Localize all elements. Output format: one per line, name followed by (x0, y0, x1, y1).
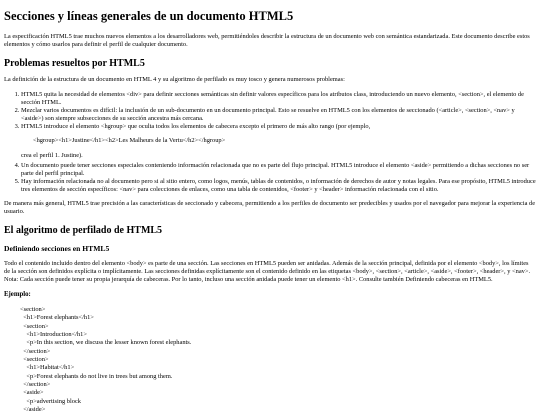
problems-list (4, 91, 536, 194)
page-title: Secciones y líneas generales de un documento HTML5 (4, 9, 294, 23)
example-heading: Ejemplo: (4, 290, 31, 298)
list-item: 5. Hay información relacionada no al documento pero si al sitio entero, como logos, menús, tablas de contenidos, o información de derechos de autor y notas legales. Para ese propósito, HTML5 introduce tres elementos de sección específicos: <nav> para colecciones de enlaces, como una tabla de contenidos, <footer> y <header> información relacionada con el sitio. (21, 178, 536, 194)
defining-sections-heading: Definiendo secciones en HTML5 (4, 244, 110, 254)
problems-lead: La definición de la estructura de un documento en HTML 4 y su algoritmo de perfilado es muy tosco y genera numerosos problemas: (4, 75, 345, 83)
intro-paragraph: La especificación HTML5 trae muchos nuevos elementos a los desarrolladores web, permitiéndoles describir la estructura de un documento web con semántica estandarizada. Este documento describe estos elementos y cómo usarlos para definir el perfil de cualquier documento. (4, 32, 530, 48)
list-item: 2. Mezclar varios documentos es difícil: la inclusión de un sub-documento en un documento principal. Esto se resuelve en HTML5 con los elementos de seccionado (<article>, <section>, <nav> y <aside>) son siempre subsecciones de su sección ancestra más cercana. (21, 107, 536, 123)
hgroup-code-sample: <hgroup><h1>Justine</h1><h2>Les Malheurs de la Vertu</h2></hgroup> (33, 136, 226, 144)
list-item: 4. Un documento puede tener secciones especiales conteniendo información relacionada que no es parte del flujo principal. HTML5 introduce el elemento <aside> permitiendo a dichas secciones no ser parte del perfil principal. (21, 162, 536, 178)
problems-heading: Problemas resueltos por HTML5 (4, 57, 145, 69)
example-code-block: <section> <h1>Forest elephants</h1> <section> <h1>Introduction</h1> <p>In this section, we discuss the lesser known forest elephants. </section> <section> <h1>Habitat</h1> <p>Forest elephants do not live in trees but among them. </section> <aside> <p>advertising block </aside> (20, 306, 192, 413)
list-item (21, 123, 536, 160)
algorithm-heading: El algoritmo de perfilado de HTML5 (4, 225, 163, 237)
list-item-continuation: crea el perfil 1. Justine). (21, 152, 83, 160)
problems-summary: De manera más general, HTML5 trae precisión a las características de seccionado y cabecera, permitiendo a los perfiles de documento ser predecibles y usados por el navegador para mejorar la experiencia de usuario. (4, 200, 536, 216)
algorithm-body: Todo el contenido incluido dentro del elemento <body> es parte de una sección. Las secciones en HTML5 pueden ser anidadas. Además de la sección principal, definida por el elemento <body>, los límites de la sección son definidos explícita o implícitamente. Las secciones definidas explícitamente son el contenido definido en las etiquetas <body>, <section>, <article>, <aside>, <footer>, <header>, y <nav>. Nota: Cada sección puede tener su propia jerarquía de cabeceras. Por lo tanto, incluso una sección anidada puede tener un elemento <h1>. Consulte también Definiendo cabeceras en HTML5. (4, 259, 531, 283)
list-item-text: HTML5 introduce el elemento <hgroup> que oculta todos los elementos de cabecera excepto el primero de más alto rango (por ejemplo, (21, 122, 371, 130)
list-item: 1. HTML5 quita la necesidad de elementos <div> para definir secciones semánticas sin definir valores específicos para los atributos class, introduciendo un nuevo elemento, <section>, el elemento de sección HTML. (21, 91, 536, 107)
